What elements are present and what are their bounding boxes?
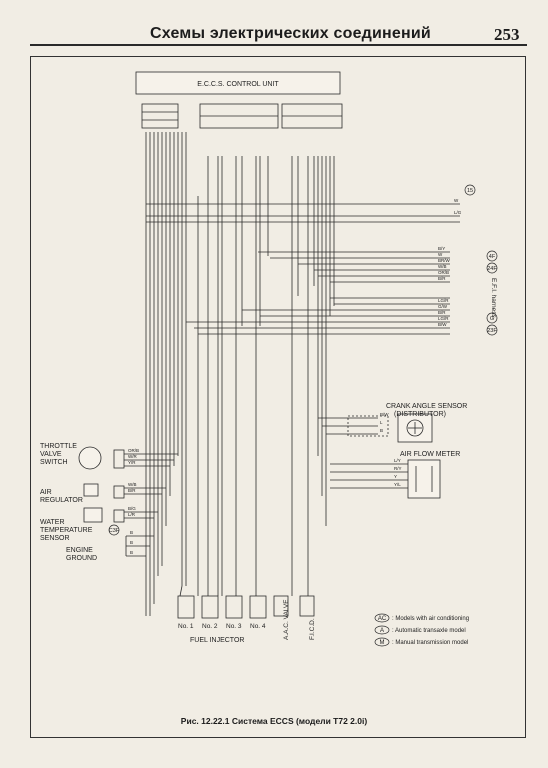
ref-24f: 24F [487,266,497,272]
ficd-label: F.I.C.D. [309,618,316,640]
ref-g: G [489,316,495,322]
ref-23f: 23F [487,328,497,334]
ref-15: 15 [466,188,474,194]
ref-c3f: C3F [108,528,120,534]
ref-4f: 4F [488,254,496,260]
page-header [0,0,548,44]
wire-code: L/Y [394,458,401,463]
wire-code: BR/W [438,258,450,263]
throttle-switch-symbol [79,447,101,469]
water-temp-label-3: SENSOR [40,535,70,542]
wire-code: Y/R [128,460,136,465]
injector-label-1: No. 1 [178,623,194,630]
throttle-label-1: THROTTLE [40,443,77,450]
water-temp-label-2: TEMPERATURE [40,527,93,534]
wire-code: B/W [380,412,389,417]
wire-code: B/W [438,322,447,327]
injector-label-3: No. 3 [226,623,242,630]
wire-code: B/R [438,276,446,281]
air-regulator-symbol [84,484,98,496]
air-flow-meter-box [408,460,440,498]
wire-code: B [380,428,384,433]
wire-code: B [130,540,134,545]
fuel-injector-label: FUEL INJECTOR [190,637,245,644]
header-title: Схемы электрических соединений [150,25,431,42]
legend-text-a: : Automatic transaxle model [392,628,466,634]
legend-symbol-m: M [379,640,385,646]
wire-code: B/G [128,506,136,511]
wire-code: OR/B [438,270,450,275]
wire-code: W/B [438,264,447,269]
wiring-diagram [30,56,526,738]
air-regulator-label-2: REGULATOR [40,497,83,504]
wire-code: B/R [128,488,136,493]
page-number: 253 [494,25,520,44]
air-regulator-label-1: AIR [40,489,52,496]
injector-label-4: No. 4 [250,623,266,630]
wire-code: LG/R [438,316,449,321]
distributor-label: (DISTRIBUTOR) [394,411,446,418]
injector-label-2: No. 2 [202,623,218,630]
wire-code: W/B [128,482,137,487]
wire-code: L [380,420,383,425]
wire-code: L/G [454,210,462,215]
efi-harness-label: E.F.I. harness [490,278,497,318]
water-temp-label-1: WATER [40,519,65,526]
wire-code: B [130,550,134,555]
wire-code: B/R [438,310,446,315]
wire-code: Y [394,474,398,479]
wire-code: LG/R [438,298,449,303]
throttle-label-2: VALVE [40,451,62,458]
wire-code: W/R [128,454,137,459]
engine-ground-label-1: ENGINE [66,547,93,554]
air-flow-meter-label: AIR FLOW METER [400,451,461,458]
wire-code: G/W [438,304,447,309]
throttle-label-3: SWITCH [40,459,68,466]
figure-caption: Рис. 12.22.1 Система ECCS (модели T72 2.0i) [180,716,368,726]
control-unit-label: E.C.C.S. CONTROL UNIT [197,81,279,88]
wire-code: OR/B [128,448,140,453]
legend-text-ac: : Models with air conditioning [392,616,470,622]
connector-left [142,104,178,128]
water-temp-symbol [84,508,102,522]
wire-code: R/Y [394,466,402,471]
engine-ground-label-2: GROUND [66,555,98,562]
legend-symbol-a: A [379,628,385,634]
wire-code: W [454,198,459,203]
aac-valve-label: A.A.C. VALVE [283,599,290,640]
legend-text-m: : Manual transmission model [392,640,469,646]
legend-symbol-ac: AC [377,616,387,622]
wire-code: B/Y [438,246,446,251]
wire-code: B [130,530,134,535]
wire-code: L/R [128,512,136,517]
wire-code: W [438,252,443,257]
header-rule [30,44,527,46]
wire-code: Y/L [394,482,401,487]
crank-angle-label: CRANK ANGLE SENSOR [386,403,468,410]
